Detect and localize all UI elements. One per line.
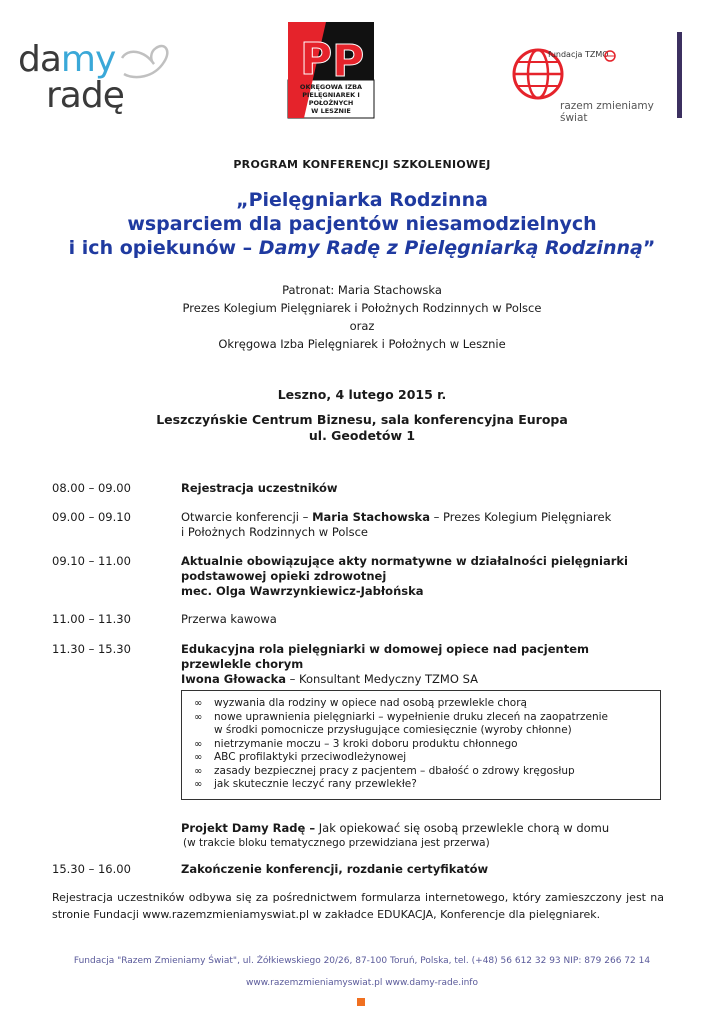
venue-line-2: ul. Geodetów 1 (308, 428, 416, 443)
pp-logo-line-3: W LESZNIE (311, 107, 351, 115)
program-title: PROGRAM KONFERENCJI SZKOLENIOWEJ (233, 158, 491, 171)
session-1-title: Rejestracja uczestników (181, 481, 338, 495)
time-slot-4: 11.00 – 11.30 (52, 612, 131, 626)
title-line-2: wsparciem dla pacjentów niesamodzielnych (127, 213, 597, 235)
footer-address: Fundacja "Razem Zmieniamy Świat", ul. Żółkiewskiego 20/26, 87-100 Toruń, Polska, tel. (+48) 56 612 32 93 NIP: 879 266 72 14 (73, 956, 651, 966)
registration-info: Rejestracja uczestników odbywa się za pośrednictwem formularza internetowego, który zamieszczony jest na stronie Fundacji www.razemzmieniamyswiat.pl w zakładce EDUKACJA, Konferencje dla pielęgniarek. (52, 891, 664, 921)
infinity-bullet-icon: ∞ (194, 711, 203, 723)
project-block (181, 821, 661, 851)
patron-line-2: Prezes Kolegium Pielęgniarek i Położnych Rodzinnych w Polsce (182, 301, 542, 315)
svg-text:P: P (300, 34, 333, 85)
session-3-line-2: podstawowej opieki zdrowotnej (181, 569, 387, 583)
project-text: Jak opiekować się osobą przewlekle chorą w domu (315, 821, 610, 835)
session-6-title: Zakończenie konferencji, rozdanie certyfikatów (181, 862, 489, 876)
session-5-line-1: Edukacyjna rola pielęgniarki w domowej opiece nad pacjentem (181, 642, 589, 656)
time-slot-5: 11.30 – 15.30 (52, 642, 131, 656)
time-slot-1: 08.00 – 09.00 (52, 481, 131, 495)
session-5-speaker: Iwona Głowacka – Konsultant Medyczny TZMO SA (181, 672, 478, 686)
damy-logo-text-2: radę (46, 75, 124, 116)
damy-rade-logo (18, 40, 178, 124)
session-2-line-2: i Położnych Rodzinnych w Polsce (181, 525, 369, 539)
topic-item: ∞ wyzwania dla rodziny w opiece nad osobą przewlekle chorą (194, 697, 527, 709)
small-globe-icon (604, 50, 616, 62)
tzmo-label: fundacja TZMO (548, 50, 609, 59)
pp-logo-line-1: OKRĘGOWA IZBA (299, 83, 363, 91)
session-5 (181, 642, 661, 687)
patron-line-4: Okręgowa Izba Pielęgniarek i Położnych w Lesznie (218, 337, 506, 351)
topic-item: ∞ ABC profilaktyki przeciwodleżynowej (194, 751, 407, 763)
topics-box (181, 690, 661, 800)
topic-item: ∞ zasady bezpiecznej pracy z pacjentem – dbałość o zdrowy kręgosłup (194, 764, 575, 777)
infinity-bullet-icon: ∞ (194, 765, 203, 777)
infinity-bullet-icon: ∞ (194, 698, 203, 709)
topic-item: ∞ nietrzymanie moczu – 3 kroki doboru produktu chłonnego (194, 737, 518, 750)
session-4-title: Przerwa kawowa (181, 612, 277, 626)
topic-item: ∞ nowe uprawnienia pielęgniarki – wypełnienie druku zleceń na zaopatrzenie (194, 710, 608, 723)
time-slot-3: 09.10 – 11.00 (52, 554, 131, 568)
session-3-line-1: Aktualnie obowiązujące akty normatywne w działalności pielęgniarki (181, 554, 628, 568)
title-line-1: „Pielęgniarka Rodzinna (236, 189, 488, 211)
topic-item: ∞ jak skutecznie leczyć rany przewlekłe? (194, 778, 417, 790)
time-slot-2: 09.00 – 09.10 (52, 510, 131, 524)
header-divider-bar (677, 32, 682, 118)
topics-list (182, 691, 660, 792)
event-date: Leszno, 4 lutego 2015 r. (277, 387, 447, 402)
footer-websites: www.razemzmieniamyswiat.pl www.damy-rade.info (246, 978, 478, 988)
infinity-bullet-icon: ∞ (194, 752, 203, 763)
time-slot-6: 15.30 – 16.00 (52, 862, 131, 876)
pp-logo-line-2: PIELĘGNIAREK I POŁOŻNYCH (302, 91, 360, 107)
conference-title (0, 188, 724, 260)
venue-line-1: Leszczyńskie Centrum Biznesu, sala konferencyjna Europa (156, 412, 568, 427)
session-3 (181, 554, 661, 599)
fundacja-tzmo-logo (508, 40, 668, 124)
infinity-bullet-icon: ∞ (194, 779, 203, 790)
svg-text:P: P (332, 36, 365, 87)
oipip-leszno-logo (286, 20, 376, 120)
session-3-speaker: mec. Olga Wawrzynkiewicz-Jabłońska (181, 584, 424, 598)
project-label: Projekt Damy Radę – (181, 821, 316, 835)
tzmo-slogan: razem zmieniamy świat (560, 100, 654, 124)
heart-icon (114, 40, 180, 84)
event-venue (0, 412, 724, 444)
infinity-bullet-icon: ∞ (194, 738, 203, 750)
topic-item-continuation: w środki pomocnicze przysługujące comiesięcznie (wyroby chłonne) (214, 724, 572, 736)
title-line-3: i ich opiekunów – Damy Radę z Pielęgniarką Rodzinną” (68, 237, 656, 259)
session-5-line-2: przewlekle chorym (181, 657, 304, 671)
damy-logo-text-1: damy (18, 39, 116, 80)
patron-line-3: oraz (349, 319, 375, 333)
patronage (0, 281, 724, 353)
footer-square-icon (357, 998, 365, 1006)
patron-line-1: Patronat: Maria Stachowska (282, 283, 442, 297)
project-note: (w trakcie bloku tematycznego przewidziana jest przerwa) (183, 837, 490, 849)
session-2: Otwarcie konferencji – Maria Stachowska – Prezes Kolegium Pielęgniarek i Położnych Rodzinnych w Polsce (181, 510, 661, 540)
